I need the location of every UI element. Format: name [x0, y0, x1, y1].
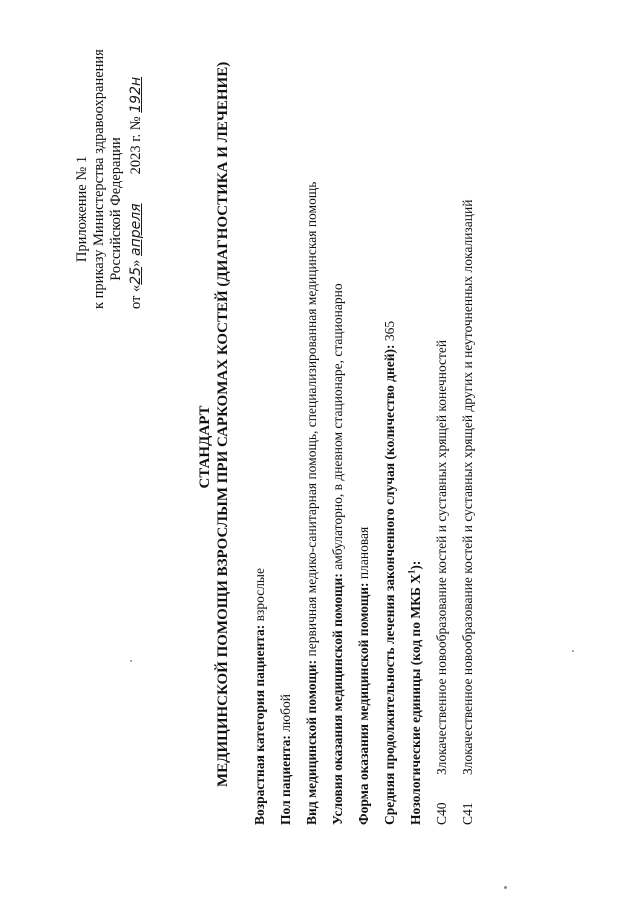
code-description: Злокачественное новообразование костей и суставных хрящей конечностей: [434, 339, 449, 775]
date-month-handwritten: апреля: [128, 203, 144, 257]
appendix-line-1: Приложение № 1: [74, 155, 90, 263]
nosology-suffix: ):: [408, 560, 423, 570]
appendix-line-2: к приказу Министерства здравоохранения: [91, 49, 107, 309]
code-description: Злокачественное новообразование костей и суставных хрящей других и неуточненных локализаций: [460, 199, 475, 775]
code-value: C41: [460, 802, 475, 825]
code-value: C40: [434, 802, 449, 825]
title-line-2: МЕДИЦИНСКОЙ ПОМОЩИ ВЗРОСЛЫМ ПРИ САРКОМАХ КОСТЕЙ (ДИАГНОСТИКА И ЛЕЧЕНИЕ): [215, 61, 231, 787]
title-line-1: СТАНДАРТ: [197, 405, 213, 489]
form-label: Форма оказания медицинской помощи:: [356, 582, 371, 825]
date-prefix: от «: [128, 284, 144, 309]
document-title: [196, 61, 232, 787]
order-number-handwritten: 192н: [128, 76, 144, 113]
code-row: [460, 200, 476, 825]
duration-label: Средняя продолжительность лечения законченного случая (количество дней):: [382, 344, 397, 825]
appendix-line-3: Российской Федерации: [108, 137, 124, 281]
form-value: плановая: [356, 526, 371, 580]
nosology-footnote-mark: 1: [406, 569, 417, 575]
nosology-label: Нозологические единицы (код по МКБ X: [408, 574, 423, 825]
scan-speck: [130, 660, 132, 662]
conditions-value: амбулаторно, в дневном стационаре, стационарно: [330, 283, 345, 570]
care-type-label: Вид медицинской помощи:: [304, 659, 319, 825]
care-type-value: первичная медико-санитарная помощь, специализированная медицинская помощь: [304, 181, 319, 657]
care-conditions: [330, 283, 346, 825]
nosology-heading: [408, 561, 424, 825]
scan-speck: [572, 650, 574, 652]
conditions-label: Условия оказания медицинской помощи:: [330, 573, 345, 825]
care-form: [356, 527, 372, 825]
duration-value: 365: [382, 320, 397, 342]
date-year: 2023 г. №: [128, 116, 144, 175]
care-type: [304, 182, 320, 825]
sex-label: Пол пациента:: [278, 735, 293, 825]
code-row: [434, 340, 450, 825]
age-value: взрослые: [252, 568, 267, 622]
age-category: [252, 568, 268, 825]
scan-speck: [504, 886, 507, 889]
appendix-block: [74, 49, 125, 309]
age-label: Возрастная категория пациента:: [252, 624, 267, 825]
date-day-handwritten: 25: [128, 266, 144, 285]
treatment-duration: [382, 321, 398, 825]
patient-sex: [278, 694, 294, 825]
sex-value: любой: [278, 694, 293, 732]
appendix-date-line: от «25» апреля 2023 г. № 192н: [128, 76, 144, 309]
